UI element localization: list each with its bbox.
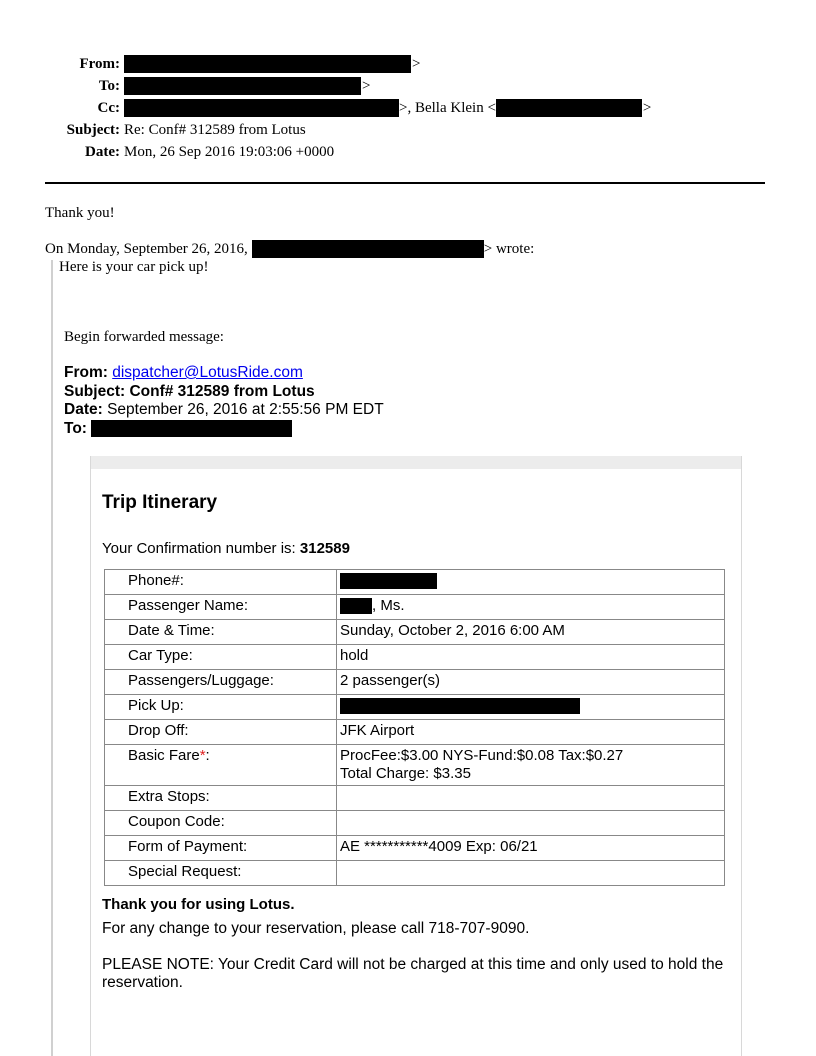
table-row [105, 745, 725, 786]
table-row [105, 861, 725, 886]
redacted-to [124, 77, 361, 95]
redacted-passenger-name [340, 598, 372, 614]
please-note: PLEASE NOTE: Your Credit Card will not be charged at this time and only used to hold the reservation. [102, 956, 724, 991]
header-date-row [40, 141, 651, 163]
row-label: Drop Off: [105, 720, 337, 745]
table-row [105, 786, 725, 811]
row-label: Special Request: [105, 861, 337, 886]
fare-total: Total Charge: $3.35 [340, 765, 471, 782]
table-row [105, 720, 725, 745]
thank-you-note: Thank you for using Lotus. [102, 896, 295, 913]
row-label: Passenger Name: [105, 595, 337, 620]
row-value: Sunday, October 2, 2016 6:00 AM [337, 620, 725, 645]
row-value [337, 786, 725, 811]
attribution-prefix: On Monday, September 26, 2016, [45, 240, 248, 257]
row-value: hold [337, 645, 725, 670]
attribution-wrote: > wrote: [483, 240, 535, 257]
table-row [105, 645, 725, 670]
fwd-from-email-link[interactable]: dispatcher@LotusRide.com [112, 364, 303, 381]
pickup-message: Here is your car pick up! [59, 259, 209, 275]
row-value [337, 570, 725, 595]
from-label: From: [79, 56, 120, 72]
table-row [105, 570, 725, 595]
row-label [105, 745, 337, 786]
fwd-to-label: To: [64, 419, 87, 437]
fwd-date-label: Date: [64, 401, 103, 418]
reply-thanks: Thank you! [45, 205, 115, 221]
table-row [105, 670, 725, 695]
cc-label: Cc: [97, 100, 120, 116]
row-value: 2 passenger(s) [337, 670, 725, 695]
row-label: Pick Up: [105, 695, 337, 720]
cc-gt: > [642, 100, 652, 116]
to-gt: > [362, 78, 371, 94]
header-to-row [40, 75, 651, 97]
redacted-sender [252, 240, 484, 258]
cc-mid-text: >, Bella Klein < [399, 100, 496, 116]
row-value [337, 861, 725, 886]
row-value: AE ***********4009 Exp: 06/21 [337, 836, 725, 861]
row-value [337, 811, 725, 836]
table-row [105, 836, 725, 861]
row-label: Phone#: [105, 570, 337, 595]
fwd-from-label: From: [64, 364, 108, 381]
fwd-to-row [64, 420, 384, 439]
from-gt: > [412, 56, 421, 72]
itinerary-title: Trip Itinerary [102, 492, 218, 513]
table-row [105, 811, 725, 836]
redacted-fwd-to [91, 420, 292, 437]
fwd-date-value: September 26, 2016 at 2:55:56 PM EDT [107, 401, 384, 418]
quote-attribution [45, 240, 534, 258]
begin-forwarded: Begin forwarded message: [64, 329, 224, 345]
table-row [105, 620, 725, 645]
fwd-subject-row [64, 383, 384, 402]
header-divider [45, 182, 765, 184]
fare-breakdown: ProcFee:$3.00 NYS-Fund:$0.08 Tax:$0.27 [340, 747, 624, 764]
row-label: Coupon Code: [105, 811, 337, 836]
passenger-suffix: , Ms. [372, 597, 405, 614]
header-subject-row [40, 119, 651, 141]
row-value [337, 695, 725, 720]
fwd-subject-label: Subject: [64, 382, 126, 400]
change-reservation-note: For any change to your reservation, please call 718-707-9090. [102, 920, 530, 937]
fare-colon: : [205, 747, 210, 764]
forwarded-header [64, 364, 384, 438]
fwd-from-row [64, 364, 384, 383]
header-cc-row [40, 97, 651, 119]
date-label: Date: [85, 144, 120, 160]
fare-asterisk: * [199, 747, 206, 764]
fare-label: Basic Fare [128, 747, 200, 764]
redacted-pickup [340, 698, 580, 714]
row-label: Car Type: [105, 645, 337, 670]
row-value [337, 745, 725, 786]
redacted-cc-2 [496, 99, 642, 117]
fwd-subject-value: Conf# 312589 from Lotus [129, 382, 315, 400]
table-row [105, 695, 725, 720]
fwd-date-row [64, 401, 384, 420]
date-value: Mon, 26 Sep 2016 19:03:06 +0000 [124, 144, 335, 160]
redacted-phone [340, 573, 437, 589]
email-header [40, 53, 651, 163]
subject-value: Re: Conf# 312589 from Lotus [124, 122, 306, 138]
row-label: Passengers/Luggage: [105, 670, 337, 695]
row-value: JFK Airport [337, 720, 725, 745]
table-row [105, 595, 725, 620]
quote-bar [51, 260, 53, 1056]
itinerary-table [104, 569, 725, 886]
confirmation-prefix: Your Confirmation number is: [102, 540, 296, 557]
header-from-row [40, 53, 651, 75]
row-label: Form of Payment: [105, 836, 337, 861]
confirmation-number: 312589 [299, 540, 350, 557]
row-label: Date & Time: [105, 620, 337, 645]
row-label: Extra Stops: [105, 786, 337, 811]
to-label: To: [98, 78, 120, 94]
redacted-from [124, 55, 411, 73]
subject-label: Subject: [66, 122, 120, 138]
redacted-cc-1 [124, 99, 399, 117]
row-value [337, 595, 725, 620]
confirmation-line [102, 540, 350, 557]
card-top-band [91, 456, 741, 469]
